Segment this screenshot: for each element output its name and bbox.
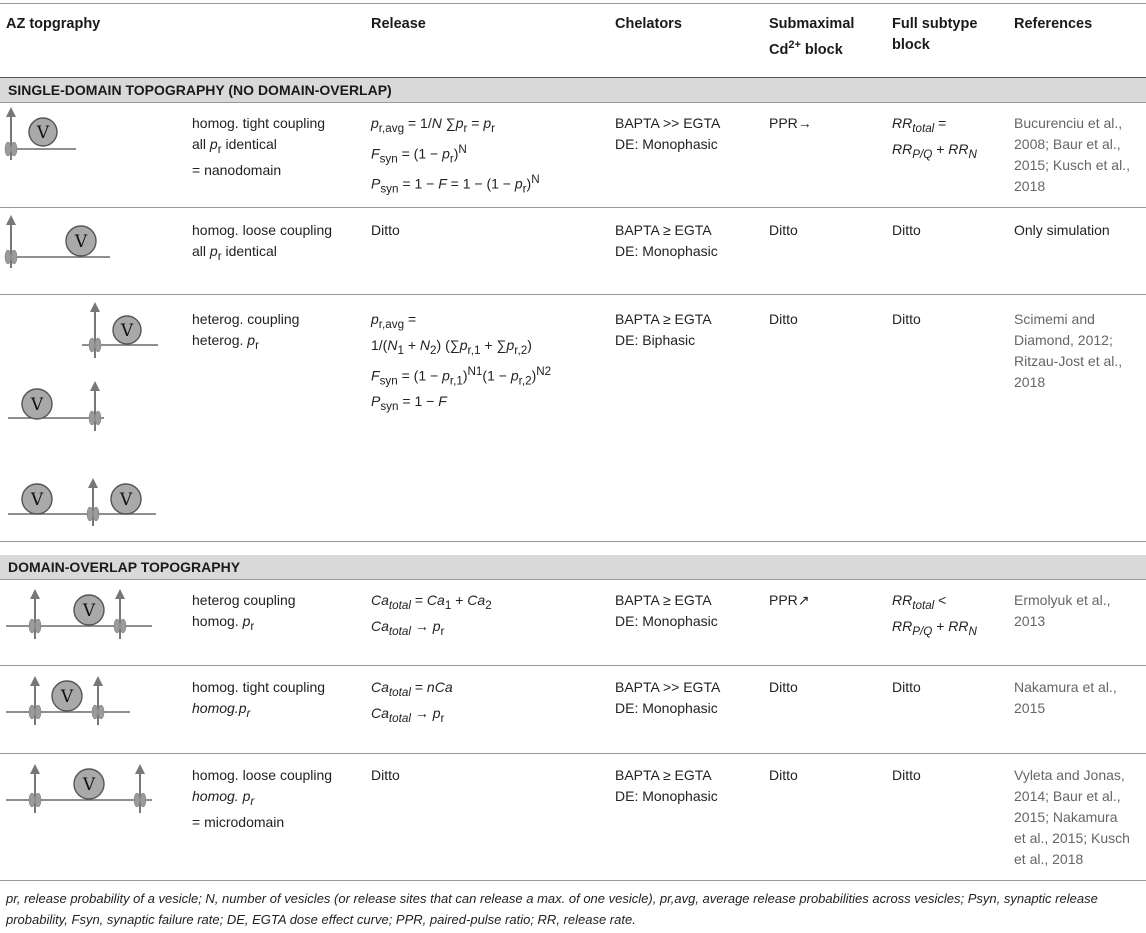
- header-full-line2: block: [892, 37, 930, 53]
- formula-text: ): [453, 145, 459, 162]
- reference-line: 2018: [1014, 374, 1046, 390]
- formula-text: ): [462, 367, 468, 384]
- formula-var: F: [438, 393, 447, 410]
- az-diagram-row3b: [0, 375, 170, 445]
- release-row4: [371, 590, 492, 642]
- formula-text: = 1 − (1 −: [446, 175, 515, 192]
- reference-line: 2015; Kusch et al.,: [1014, 157, 1130, 173]
- formula-var: p: [483, 115, 492, 131]
- formula-var: RR: [892, 592, 913, 608]
- formula-text: ): [531, 367, 537, 384]
- reference-line: 2015: [1014, 700, 1046, 716]
- coupling-sub: r: [217, 249, 222, 263]
- coupling-row2: [192, 220, 332, 267]
- formula-sub: total: [912, 598, 935, 612]
- formula-sub: N: [968, 147, 977, 161]
- header-submaximal: [769, 14, 854, 61]
- formula-text: ∑: [441, 115, 456, 131]
- chelator-text: BAPTA ≥ EGTA: [615, 767, 712, 783]
- reference-line: Nakamura et al.,: [1014, 679, 1117, 695]
- references-row3: [1014, 309, 1122, 393]
- coupling-sub: r: [246, 706, 251, 720]
- reference-line: 2008; Baur et al.,: [1014, 136, 1121, 152]
- formula-text: =: [467, 115, 484, 131]
- references-row1: [1014, 113, 1130, 197]
- formula-text: ): [527, 336, 532, 353]
- reference-line: Only simulation: [1014, 222, 1110, 238]
- coupling-sub: r: [250, 619, 255, 633]
- coupling-text: heterog. coupling: [192, 311, 300, 327]
- formula-text: →: [410, 704, 433, 721]
- coupling-var: p: [247, 332, 256, 348]
- az-diagram-row3a: [0, 298, 170, 368]
- formula-text: ) (∑: [436, 336, 460, 353]
- formula-var: p: [510, 367, 519, 384]
- formula-text: = (1 −: [397, 367, 443, 384]
- formula-sub: syn: [379, 374, 398, 388]
- formula-var: p: [432, 617, 441, 634]
- formula-sub: total: [388, 624, 411, 638]
- chelators-row3: [615, 309, 712, 351]
- coupling-text: heterog.: [192, 332, 248, 348]
- references-row4: [1014, 590, 1110, 632]
- reference-line: Diamond, 2012;: [1014, 332, 1113, 348]
- coupling-text: homog. loose coupling: [192, 222, 333, 238]
- full-block-row5: Ditto: [892, 679, 921, 695]
- formula-sub: syn: [379, 152, 398, 166]
- formula-sub: r: [463, 121, 468, 135]
- coupling-text: heterog coupling: [192, 592, 296, 608]
- chelator-text: DE: Monophasic: [615, 136, 718, 152]
- vesicle-label: V: [119, 490, 133, 510]
- formula-sub: r,1: [449, 374, 463, 388]
- formula-sub: P/Q: [912, 624, 933, 638]
- formula-var: Ca: [426, 592, 445, 608]
- formula-var: RR: [892, 115, 913, 131]
- formula-text: (1 −: [482, 367, 511, 384]
- formula-sub: r: [449, 152, 454, 166]
- formula-sub: r,2: [518, 374, 532, 388]
- submaximal-row3: Ditto: [769, 311, 798, 327]
- formula-sup: N2: [536, 364, 552, 378]
- release-row3: [371, 309, 551, 417]
- formula-var: N: [387, 336, 398, 353]
- release-row5: [371, 677, 453, 729]
- references-row6: [1014, 765, 1130, 870]
- formula-text: =: [410, 679, 427, 695]
- formula-text: =: [404, 311, 417, 327]
- formula-var: RR: [948, 140, 969, 157]
- formula-var: Ca: [467, 592, 486, 608]
- formula-text: =: [934, 115, 947, 131]
- formula-var: N: [419, 336, 431, 353]
- formula-var: p: [455, 115, 464, 131]
- submaximal-row6: Ditto: [769, 767, 798, 783]
- formula-sub: total: [912, 121, 935, 135]
- az-diagram-row5: [0, 670, 170, 740]
- formula-var: P: [371, 393, 381, 410]
- chelators-row5: [615, 677, 720, 719]
- formula-text: 1/(: [371, 336, 388, 353]
- formula-sub: r,avg: [378, 121, 405, 135]
- section-label-single: SINGLE-DOMAIN TOPOGRAPHY (NO DOMAIN-OVERLAP): [8, 82, 392, 98]
- coupling-row4: [192, 590, 296, 637]
- formula-sub: total: [388, 711, 411, 725]
- release-row1: [371, 113, 540, 200]
- formula-var: Ca: [371, 617, 389, 634]
- formula-sub: total: [388, 598, 411, 612]
- header-chelators: Chelators: [615, 16, 682, 32]
- row-rule: [0, 880, 1146, 881]
- formula-var: p: [371, 311, 379, 327]
- header-submaximal-cd: Cd: [769, 41, 789, 58]
- formula-sub: r,avg: [378, 317, 405, 331]
- formula-sub: r: [440, 624, 445, 638]
- full-block-row6: Ditto: [892, 767, 921, 783]
- coupling-text: = nanodomain: [192, 161, 282, 178]
- coupling-var: p: [209, 136, 218, 152]
- chelator-text: DE: Biphasic: [615, 332, 696, 348]
- formula-text: = 1 −: [398, 175, 439, 192]
- coupling-text: = microdomain: [192, 813, 285, 830]
- formula-text: = (1 −: [397, 145, 443, 162]
- formula-var: P: [371, 175, 381, 192]
- coupling-text: all: [192, 136, 210, 152]
- submaximal-row1: PPR→: [769, 115, 812, 131]
- formula-sub: r,2: [514, 343, 528, 357]
- formula-sup: N1: [467, 364, 483, 378]
- az-diagram-row6: [0, 758, 170, 828]
- formula-text: →: [410, 617, 433, 634]
- chelators-row4: [615, 590, 718, 632]
- chelators-row6: [615, 765, 718, 807]
- row-rule: [0, 753, 1146, 754]
- references-row5: [1014, 677, 1117, 719]
- formula-var: p: [442, 145, 450, 162]
- formula-var: nCa: [426, 679, 453, 695]
- table-footnote: pr, release probability of a vesicle; N, number of vesicles (or release sites that can release a max. of one vesicle), pr,avg, average release probabilities across vesicles; Psyn, synaptic release probability, Fsyn, synaptic failure rate; DE, EGTA dose effect curve; PPR, paired-pulse ratio; RR, release rate.: [6, 891, 1098, 927]
- formula-var: p: [371, 115, 379, 131]
- submaximal-row5: Ditto: [769, 679, 798, 695]
- coupling-text: homog. loose coupling: [192, 767, 333, 783]
- formula-sub: r: [522, 182, 527, 196]
- reference-line: Ritzau-Jost et al.,: [1014, 353, 1123, 369]
- formula-text: = 1/: [404, 115, 432, 131]
- coupling-row1: [192, 113, 325, 181]
- az-diagram-row4: [0, 583, 170, 653]
- reference-line: 2014; Baur et al.,: [1014, 788, 1121, 804]
- formula-sub: syn: [380, 399, 399, 413]
- coupling-row3: [192, 309, 299, 356]
- reference-line: Ermolyuk et al.,: [1014, 592, 1111, 608]
- chelator-text: BAPTA >> EGTA: [615, 679, 721, 695]
- formula-sub: syn: [380, 182, 399, 196]
- header-submaximal-sup: 2+: [788, 39, 801, 51]
- formula-var: p: [506, 336, 515, 353]
- section-label-overlap: DOMAIN-OVERLAP TOPOGRAPHY: [8, 559, 241, 575]
- header-release: Release: [371, 16, 426, 32]
- formula-sub: r: [440, 711, 445, 725]
- formula-var: p: [514, 175, 523, 192]
- formula-text: +: [451, 592, 468, 608]
- coupling-sub: r: [250, 794, 255, 808]
- coupling-var: homog.p: [192, 700, 247, 716]
- header-submaximal-block: block: [800, 41, 843, 58]
- formula-var: Ca: [371, 592, 389, 608]
- chelator-text: BAPTA >> EGTA: [615, 115, 721, 131]
- reference-line: Scimemi and: [1014, 311, 1095, 327]
- release-row6: Ditto: [371, 767, 400, 783]
- chelators-row2: [615, 220, 718, 262]
- formula-var: F: [371, 367, 380, 384]
- coupling-var: p: [242, 613, 251, 629]
- az-diagram-row2: [0, 213, 120, 273]
- row-rule: [0, 294, 1146, 295]
- formula-sub: P/Q: [912, 147, 933, 161]
- formula-sub: r,1: [467, 343, 481, 357]
- formula-var: p: [459, 336, 468, 353]
- reference-line: 2015; Nakamura: [1014, 809, 1118, 825]
- coupling-row5: [192, 677, 325, 724]
- coupling-sub: r: [217, 142, 222, 156]
- vesicle-label: V: [36, 123, 50, 143]
- az-diagram-row3c: [0, 470, 170, 540]
- vesicle-label: V: [74, 232, 88, 252]
- header-submaximal-line1: Submaximal: [769, 16, 855, 32]
- formula-var: F: [438, 175, 447, 192]
- coupling-text: homog.: [192, 613, 243, 629]
- chelator-text: BAPTA ≥ EGTA: [615, 222, 712, 238]
- formula-text: +: [932, 617, 949, 634]
- top-rule: [0, 3, 1146, 4]
- row-rule: [0, 207, 1146, 208]
- formula-var: Ca: [371, 679, 389, 695]
- formula-var: N: [431, 115, 442, 131]
- references-row2: [1014, 220, 1110, 241]
- full-block-row1: [892, 113, 977, 165]
- formula-var: RR: [892, 617, 913, 634]
- formula-var: RR: [948, 617, 969, 634]
- row-rule: [0, 579, 1146, 580]
- coupling-var: p: [209, 243, 218, 259]
- coupling-text: homog. tight coupling: [192, 115, 326, 131]
- header-full-subtype: [892, 14, 977, 56]
- formula-text: = 1 −: [398, 393, 439, 410]
- formula-text: + ∑: [480, 336, 507, 353]
- formula-var: F: [371, 145, 380, 162]
- full-block-row4: [892, 590, 977, 642]
- chelator-text: BAPTA ≥ EGTA: [615, 592, 712, 608]
- header-topography: AZ topgraphy: [6, 16, 101, 32]
- header-full-line1: Full subtype: [892, 16, 978, 32]
- chelator-text: BAPTA ≥ EGTA: [615, 311, 712, 327]
- full-block-row2: Ditto: [892, 222, 921, 238]
- submaximal-row2: Ditto: [769, 222, 798, 238]
- row-rule: [0, 541, 1146, 542]
- formula-text: +: [403, 336, 420, 353]
- full-block-row3: Ditto: [892, 311, 921, 327]
- coupling-text: homog. tight coupling: [192, 679, 326, 695]
- vesicle-label: V: [82, 601, 96, 621]
- row-rule: [0, 665, 1146, 666]
- formula-sup: N: [458, 142, 467, 156]
- chelators-row1: [615, 113, 720, 155]
- formula-text: +: [932, 140, 949, 157]
- formula-sub: total: [388, 685, 411, 699]
- release-row2: Ditto: [371, 222, 400, 238]
- az-diagram-row1: [0, 105, 120, 165]
- chelator-text: DE: Monophasic: [615, 788, 718, 804]
- chelator-text: DE: Monophasic: [615, 613, 718, 629]
- reference-line: Vyleta and Jonas,: [1014, 767, 1125, 783]
- formula-sub: 2: [485, 598, 492, 612]
- vesicle-label: V: [82, 775, 96, 795]
- formula-text: =: [410, 592, 427, 608]
- formula-sub: 1: [397, 343, 404, 357]
- formula-text: ): [526, 175, 532, 192]
- submaximal-row4: PPR↗: [769, 592, 810, 608]
- formula-sub: N: [968, 624, 977, 638]
- coupling-var: homog. p: [192, 788, 251, 804]
- reference-line: 2013: [1014, 613, 1046, 629]
- row-rule: [0, 102, 1146, 103]
- chelator-text: DE: Monophasic: [615, 243, 718, 259]
- vesicle-label: V: [120, 321, 134, 341]
- formula-sup: N: [531, 173, 540, 187]
- vesicle-label: V: [60, 687, 74, 707]
- formula-text: <: [934, 592, 947, 608]
- formula-sub: 2: [430, 343, 437, 357]
- coupling-text: all: [192, 243, 210, 259]
- formula-sub: r: [491, 121, 496, 135]
- formula-var: RR: [892, 140, 913, 157]
- reference-line: Bucurenciu et al.,: [1014, 115, 1123, 131]
- header-references: References: [1014, 16, 1093, 32]
- formula-sub: 1: [444, 598, 452, 612]
- formula-var: p: [432, 704, 441, 721]
- chelator-text: DE: Monophasic: [615, 700, 718, 716]
- coupling-row6: [192, 765, 332, 833]
- coupling-text: identical: [221, 243, 277, 259]
- coupling-sub: r: [255, 338, 259, 352]
- reference-line: et al., 2018: [1014, 851, 1084, 867]
- formula-var: p: [442, 367, 450, 384]
- vesicle-label: V: [30, 490, 44, 510]
- reference-line: 2018: [1014, 178, 1046, 194]
- reference-line: et al., 2015; Kusch: [1014, 830, 1130, 846]
- formula-var: Ca: [371, 704, 389, 721]
- coupling-text: identical: [221, 136, 277, 152]
- vesicle-label: V: [30, 395, 44, 415]
